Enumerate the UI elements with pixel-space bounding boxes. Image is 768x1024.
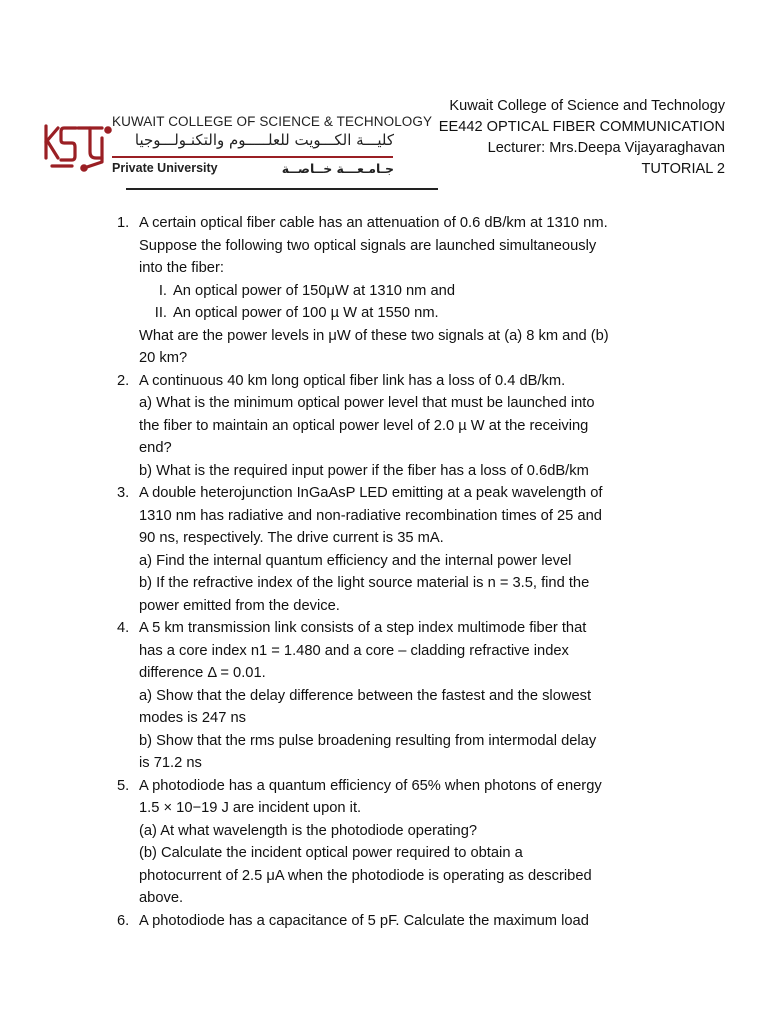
question-number: 1.	[117, 215, 130, 231]
question-6	[105, 910, 685, 933]
question-text: photocurrent of 2.5 μA when the photodiode is operating as described	[139, 867, 592, 884]
question-text: above.	[139, 890, 184, 906]
question-number: 5.	[117, 777, 130, 794]
kcst-logo-icon	[42, 118, 112, 172]
question-text: difference Δ = 0.01.	[139, 665, 266, 681]
question-text: power emitted from the device.	[139, 597, 340, 614]
question-text: a) Show that the delay difference between the fastest and the slowest	[139, 687, 592, 704]
question-text: (a) At what wavelength is the photodiode operating?	[139, 822, 478, 839]
question-text: b) What is the required input power if the fiber has a loss of 0.6dB/km	[139, 462, 589, 479]
question-2	[105, 370, 685, 483]
question-text: A photodiode has a capacitance of 5 pF. Calculate the maximum load	[139, 912, 589, 929]
question-text: a) What is the minimum optical power level that must be launched into	[139, 395, 595, 411]
logo-name-arabic: كليـــة الكـــويت للعلـــــوم والتكنـولـــوجيا	[134, 131, 394, 149]
question-text: is 71.2 ns	[139, 755, 202, 771]
question-5	[105, 775, 685, 910]
question-number: 2.	[117, 372, 130, 389]
logo-tagline-arabic: جـامـعـــة خــاصــة	[281, 161, 394, 176]
logo-name-english: KUWAIT COLLEGE OF SCIENCE & TECHNOLOGY	[112, 114, 433, 129]
question-text: a) Find the internal quantum efficiency and the internal power level	[139, 552, 572, 569]
sub-item	[139, 302, 685, 325]
question-text: has a core index n1 = 1.480 and a core – cladding refractive index	[139, 642, 569, 659]
question-3	[105, 482, 685, 617]
header-underline	[126, 188, 438, 190]
course-title: EE442 OPTICAL FIBER COMMUNICATION	[438, 119, 725, 135]
question-text: end?	[139, 440, 172, 456]
question-text: A 5 km transmission link consists of a step index multimode fiber that	[139, 620, 587, 636]
college-logo	[40, 110, 433, 190]
question-text: 90 ns, respectively. The drive current is 35 mA.	[139, 530, 444, 546]
question-text: 20 km?	[139, 350, 188, 366]
question-text: A double heterojunction InGaAsP LED emitting at a peak wavelength of	[139, 485, 603, 501]
question-text: Suppose the following two optical signals are launched simultaneously	[139, 237, 597, 254]
lecturer-name: Lecturer: Mrs.Deepa Vijayaraghavan	[487, 140, 725, 156]
sub-item	[139, 280, 685, 303]
question-text: (b) Calculate the incident optical power required to obtain a	[139, 845, 523, 861]
course-header	[439, 96, 725, 180]
sub-item-text: An optical power of 100 µ W at 1550 nm.	[173, 305, 439, 321]
question-text: A photodiode has a quantum efficiency of 65% when photons of energy	[139, 777, 602, 794]
sub-item-marker: I.	[158, 282, 167, 299]
question-text: 1310 nm has radiative and non-radiative recombination times of 25 and	[139, 507, 602, 524]
institution-name: Kuwait College of Science and Technology	[449, 98, 725, 114]
logo-divider	[112, 156, 393, 158]
question-4	[105, 617, 685, 775]
question-number: 6.	[117, 912, 130, 929]
question-text: b) If the refractive index of the light source material is n = 3.5, find the	[139, 575, 590, 591]
question-1	[105, 212, 685, 370]
sub-item-text: An optical power of 150μW at 1310 nm and	[173, 282, 455, 299]
question-number: 4.	[117, 620, 130, 636]
question-text: 1.5 × 10−19 J are incident upon it.	[139, 800, 362, 816]
question-list	[105, 212, 685, 932]
question-text: the fiber to maintain an optical power level of 2.0 µ W at the receiving	[139, 417, 589, 434]
question-text: A certain optical fiber cable has an attenuation of 0.6 dB/km at 1310 nm.	[139, 215, 608, 231]
question-text: b) Show that the rms pulse broadening resulting from intermodal delay	[139, 732, 597, 749]
question-text: into the fiber:	[139, 260, 224, 276]
logo-tagline-english: Private University	[112, 161, 218, 175]
question-text: A continuous 40 km long optical fiber link has a loss of 0.4 dB/km.	[139, 372, 566, 389]
sub-item-marker: II.	[154, 305, 167, 321]
question-text: modes is 247 ns	[139, 710, 246, 726]
question-number: 3.	[117, 485, 130, 501]
question-text: What are the power levels in μW of these two signals at (a) 8 km and (b)	[139, 327, 609, 344]
tutorial-title: TUTORIAL 2	[641, 161, 725, 177]
